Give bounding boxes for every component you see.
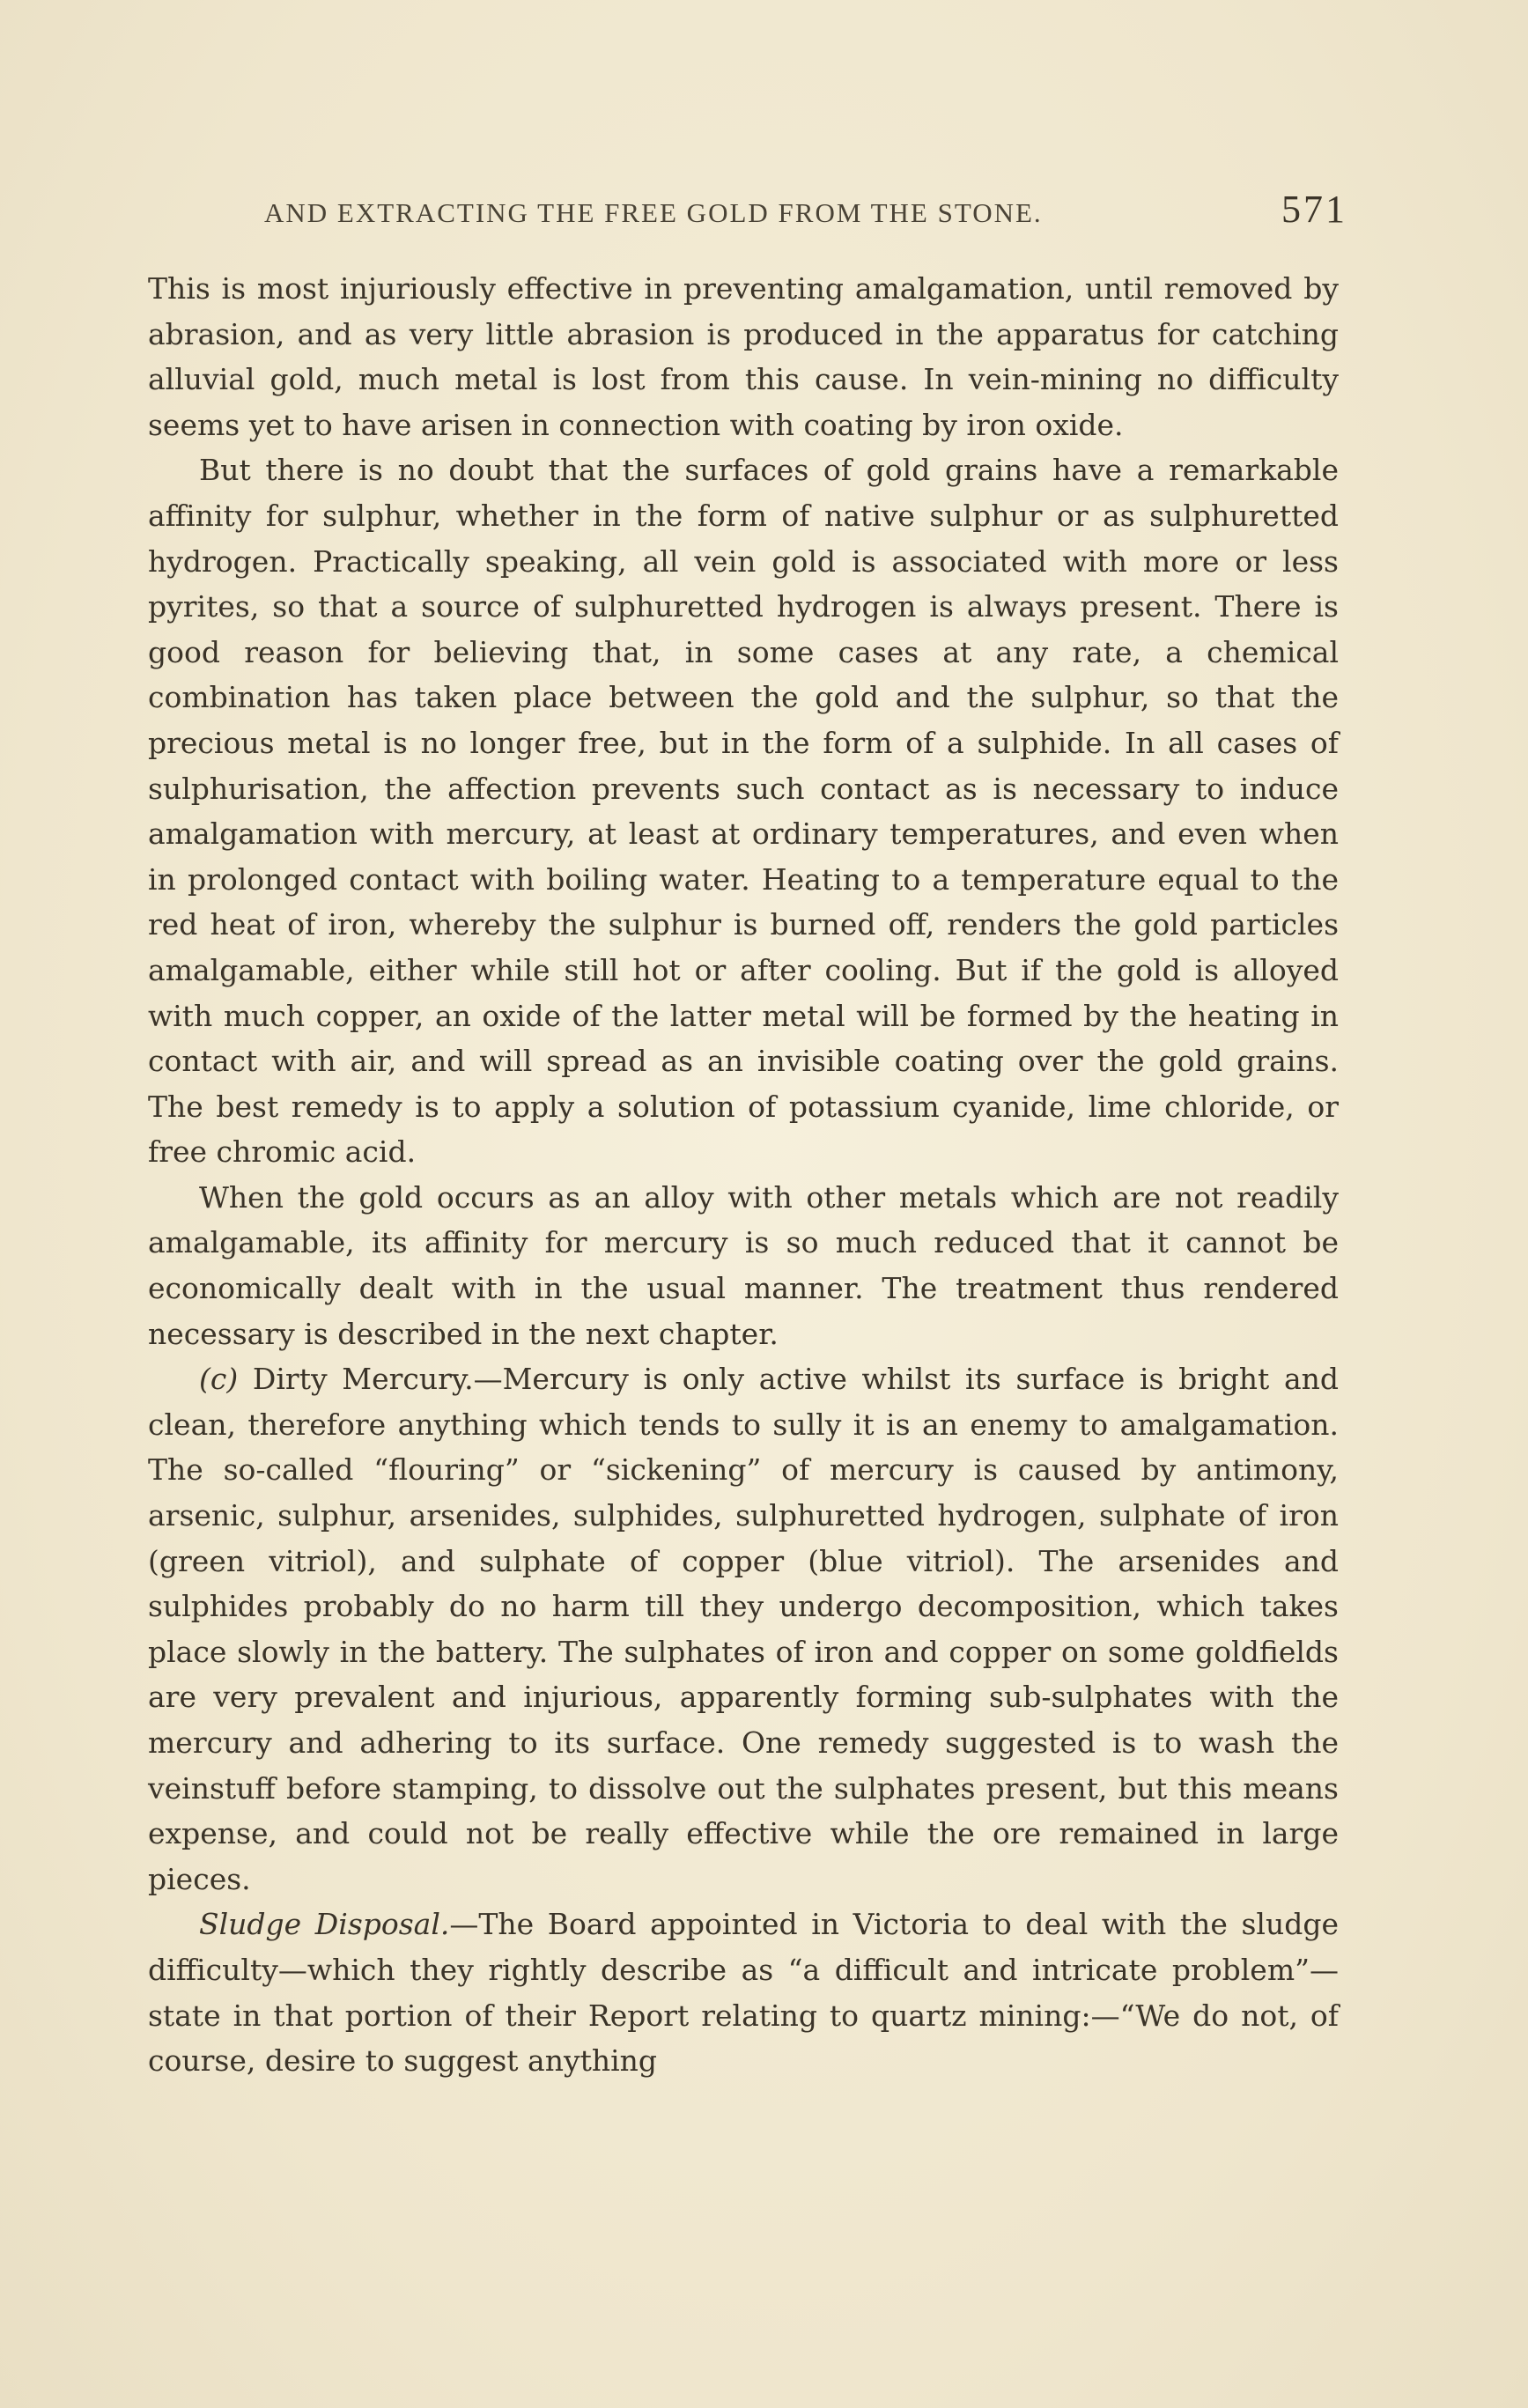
paragraph-text: But there is no doubt that the surfaces of gold grains have a remarkable affinity for sulphur, whether in the form of native sulphur or as sulphuretted hydrogen. Practically speaking, all vein gold is associated with more or less pyrites, so that a source of sulphuretted hydrogen is always present. There is good reason for believing that, in some cases at any rate, a chemical combination has taken place between the gold and the sulphur, so that the precious metal is no longer free, but in the form of a sulphide. In all cases of sulphurisation, the affection prevents such contact as is necessary to induce amalgamation with mercury, at least at ordinary temperatures, and even when in prolonged contact with boiling water. Heating to a temperature equal to the red heat of iron, whereby the sulphur is burned off, renders the gold particles amalgamable, either while still hot or after cooling. But if the gold is alloyed with much copper, an oxide of the latter metal will be formed by the heating in contact with air, and will spread as an invisible coating over the gold grains. The best remedy is to apply a solution of potassium cyanide, lime chloride, or free chromic acid. [148,453,1339,1170]
paragraph-dirty-mercury [148,1356,1339,1902]
section-heading: Sludge Disposal. [199,1907,450,1942]
paragraph-sludge-disposal [148,1902,1339,2083]
page-number: 571 [1281,188,1347,231]
running-title: AND EXTRACTING THE FREE GOLD FROM THE STONE. [264,197,1043,228]
running-header [264,187,1347,231]
paragraph-text: When the gold occurs as an alloy with other metals which are not readily amalgamable, its affinity for mercury is so much reduced that it cannot be economically dealt with in the usual manner. The treatment thus rendered necessary is described in the next chapter. [148,1179,1339,1351]
section-label: (c) [199,1362,239,1397]
paragraph-sulphur-affinity [148,447,1339,1175]
paragraph-gold-alloy [148,1175,1339,1356]
paragraph-text: Dirty Mercury.—Mercury is only active whilst its surface is bright and clean, therefore anything which tends to sully it is an enemy to amalgamation. The so-called “flouring” or “sickening” of mercury is caused by antimony, arsenic, sulphur, arsenides, sulphides, sulphuretted hydrogen, sulphate of iron (green vitriol), and sulphate of copper (blue vitriol). The arsenides and sulphides probably do no harm till they undergo decomposition, which takes place slowly in the battery. The sulphates of iron and copper on some goldfields are very prevalent and injurious, apparently forming sub-sulphates with the mercury and adhering to its surface. One remedy suggested is to wash the veinstuff before stamping, to dissolve out the sulphates present, but this means expense, and could not be really effective while the ore remained in large pieces. [148,1362,1339,1896]
paragraph-text: —The Board appointed in Victoria to deal with the sludge difficulty—which they rightly describe as “a difficult and intricate problem”—state in that portion of their Report relating to quartz mining:—“We do not, of course, desire to suggest anything [148,1907,1340,2079]
paragraph-iron-oxide [148,266,1339,447]
paragraph-text: This is most injuriously effective in preventing amalgamation, until removed by abrasion, and as very little abrasion is produced in the apparatus for catching alluvial gold, much metal is lost from this cause. In vein-mining no difficulty seems yet to have arisen in connection with coating by iron oxide. [148,271,1339,442]
body-text [148,266,1339,2084]
